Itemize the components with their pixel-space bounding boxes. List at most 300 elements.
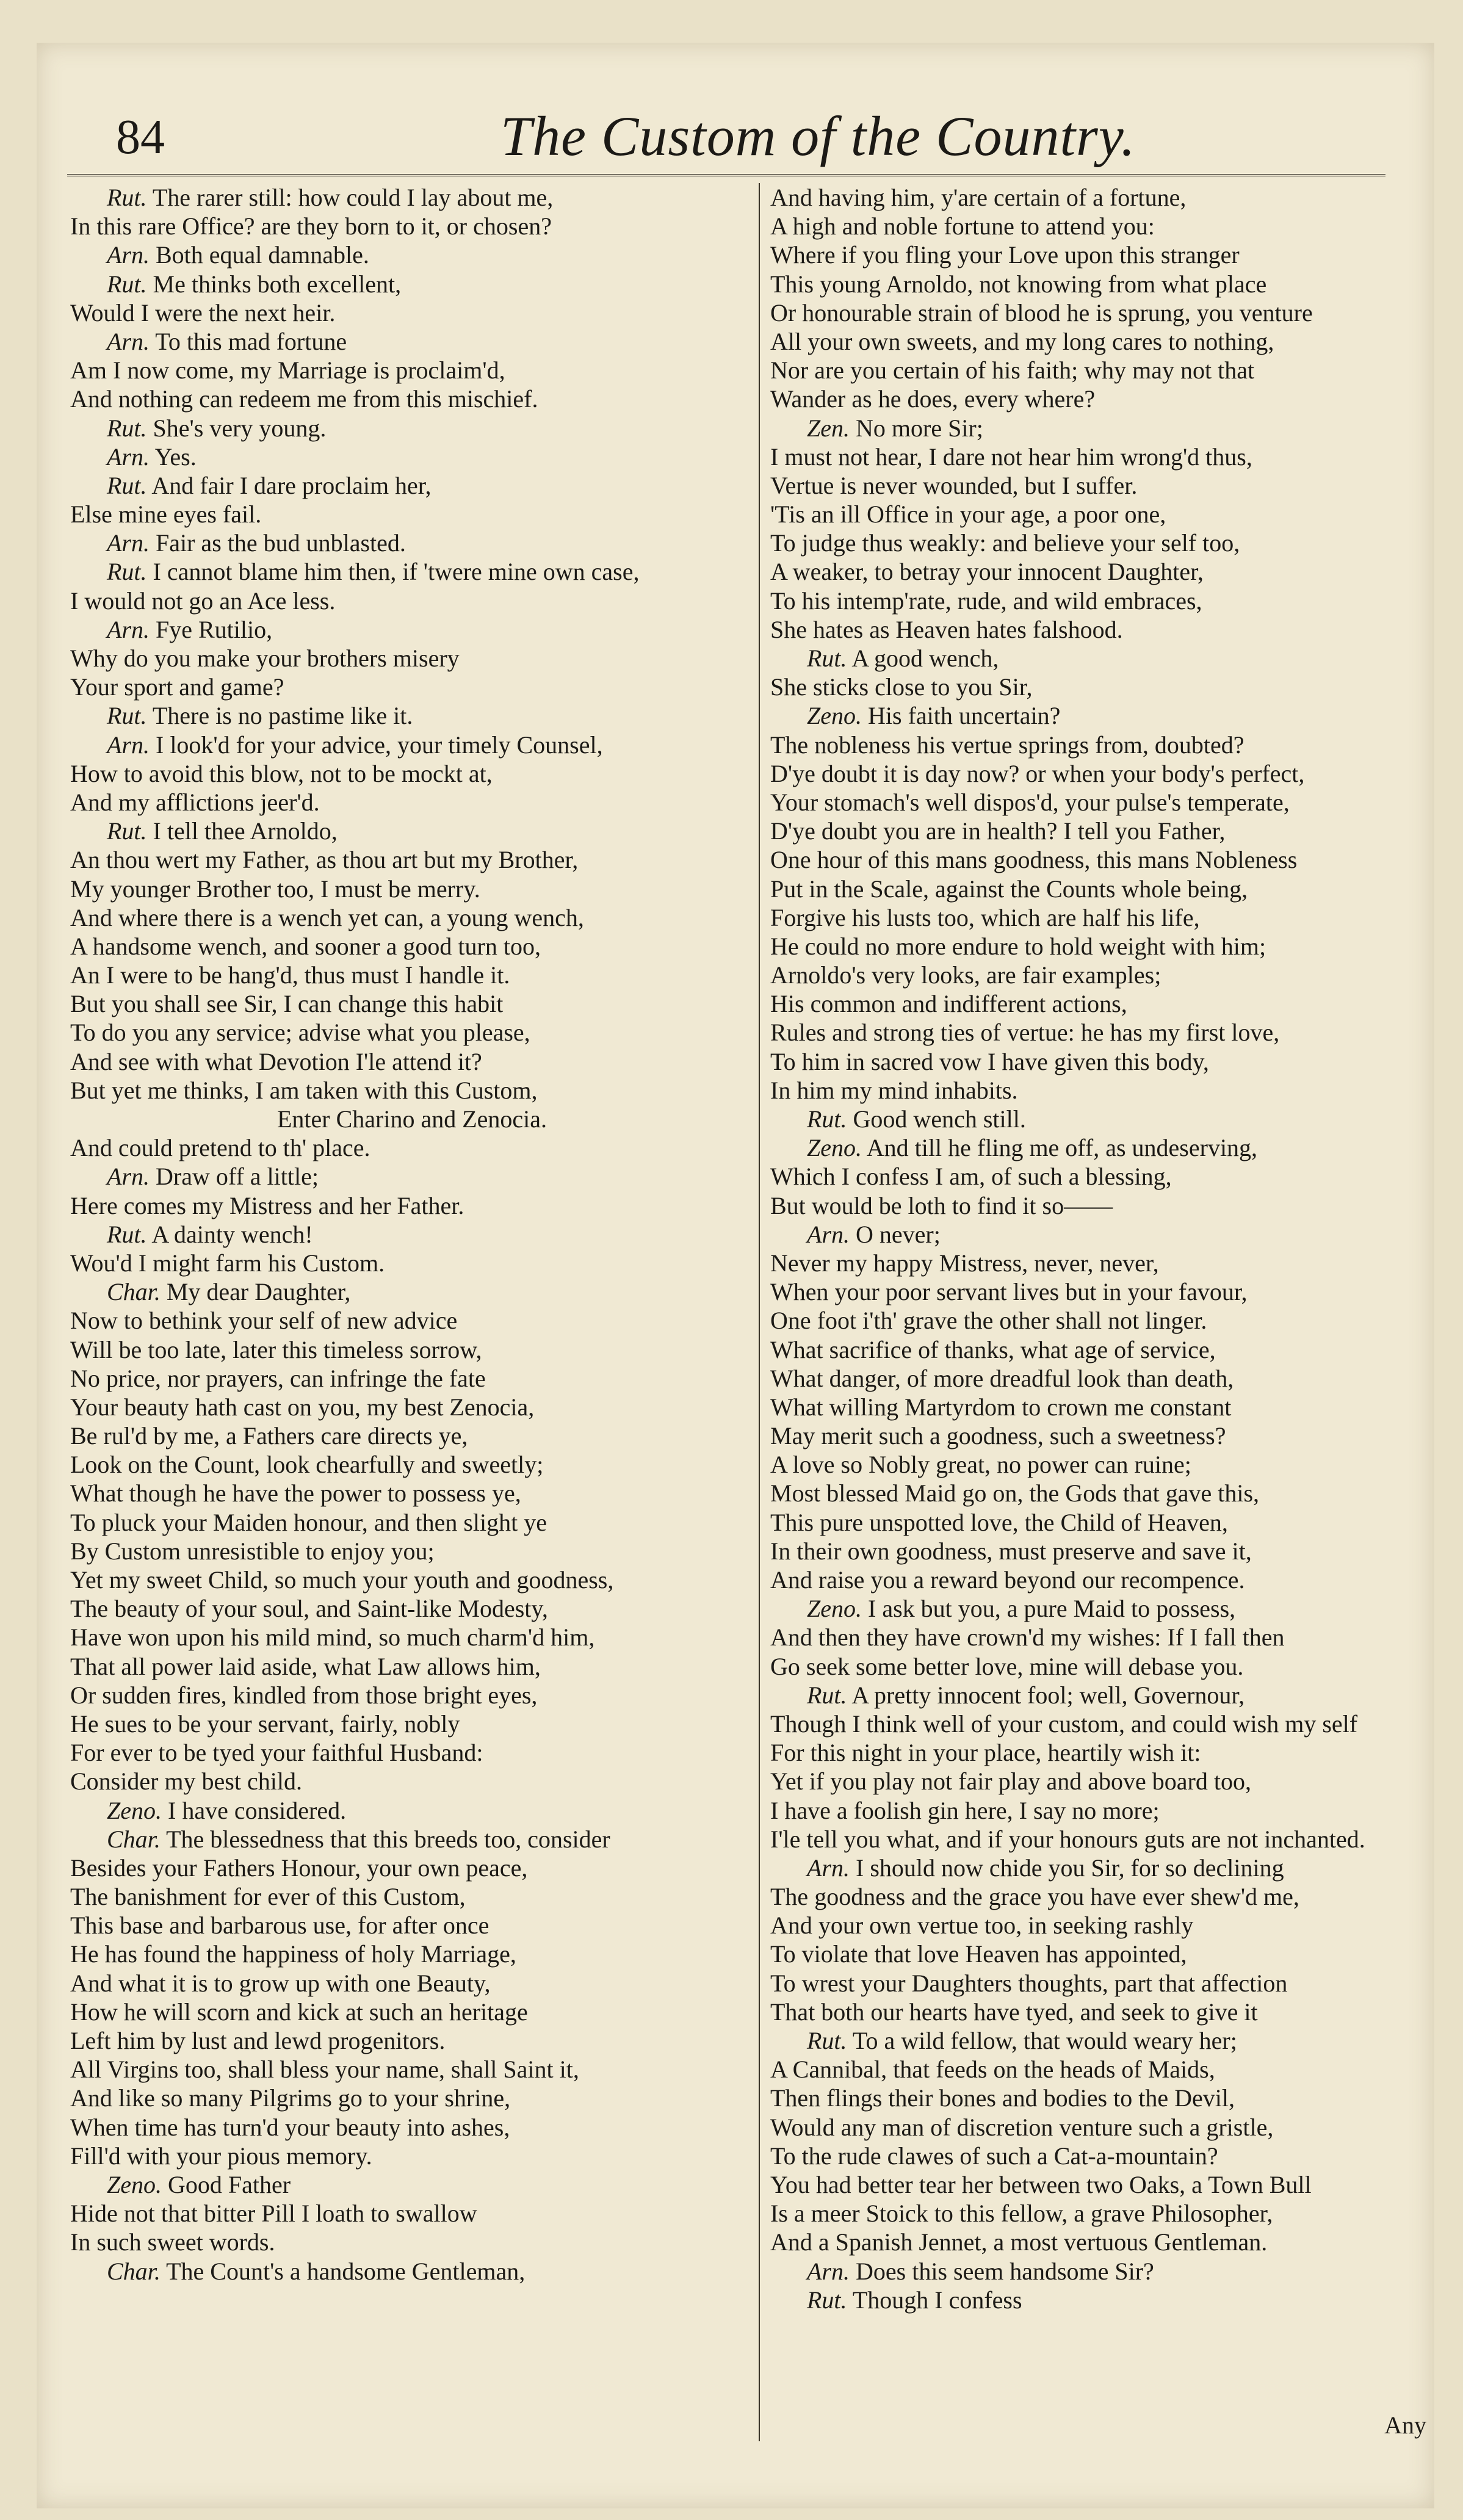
verse-line <box>70 1479 754 1507</box>
verse-line <box>770 1508 1436 1537</box>
line-text: An thou wert my Father, as thou art but my Brother, <box>70 846 579 874</box>
verse-line <box>770 1479 1436 1507</box>
verse-line <box>770 2084 1436 2112</box>
verse-line <box>70 1738 754 1767</box>
line-text: Wou'd I might farm his Custom. <box>70 1249 385 1277</box>
speaker-name: Arn. <box>107 731 150 759</box>
line-text: To him in sacred vow I have given this body, <box>770 1047 1209 1075</box>
line-text: The nobleness his vertue springs from, doubted? <box>770 731 1244 759</box>
speaker-name: Arn. <box>807 1854 850 1882</box>
verse-line <box>70 1623 754 1652</box>
line-text: Besides your Fathers Honour, your own peace, <box>70 1854 528 1882</box>
verse-line <box>70 557 754 586</box>
speaker-name: Char. <box>107 1825 161 1853</box>
line-text: I should now chide you Sir, for so declining <box>856 1854 1284 1882</box>
line-text: And like so many Pilgrims go to your shrine, <box>70 2084 511 2112</box>
verse-line <box>770 932 1436 961</box>
line-text: Left him by lust and lewd progenitors. <box>70 2027 446 2054</box>
line-text: I tell thee Arnoldo, <box>153 817 338 845</box>
line-text: Be rul'd by me, a Fathers care directs ye, <box>70 1422 468 1450</box>
verse-line <box>70 1565 754 1594</box>
verse-line <box>70 1825 754 1854</box>
line-text: D'ye doubt you are in health? I tell you Father, <box>770 817 1226 845</box>
speaker-name: Zeno. <box>807 1134 862 1162</box>
line-text: What danger, of more dreadful look than death, <box>770 1364 1234 1392</box>
line-text: And your own vertue too, in seeking rashly <box>770 1912 1194 1940</box>
verse-line <box>770 759 1436 788</box>
verse-line <box>770 701 1436 730</box>
verse-line <box>70 529 754 557</box>
line-text: A high and noble fortune to attend you: <box>770 212 1155 240</box>
line-text: In such sweet words. <box>70 2228 275 2256</box>
verse-line <box>70 587 754 615</box>
verse-line <box>770 240 1436 269</box>
speaker-name: Rut. <box>107 1220 147 1248</box>
verse-line <box>770 1681 1436 1709</box>
line-text: What willing Martyrdom to crown me constant <box>770 1393 1232 1421</box>
verse-line <box>770 1076 1436 1105</box>
verse-line <box>770 212 1436 240</box>
verse-line <box>770 500 1436 529</box>
line-text: But you shall see Sir, I can change this habit <box>70 990 504 1018</box>
line-text: His faith uncertain? <box>868 702 1061 730</box>
line-text: Rules and strong ties of vertue: he has my first love, <box>770 1019 1280 1047</box>
left-column <box>70 183 754 2286</box>
line-text: A Cannibal, that feeds on the heads of Maids, <box>770 2056 1215 2084</box>
verse-line <box>70 2199 754 2228</box>
line-text: He has found the happiness of holy Marriage, <box>70 1940 516 1968</box>
line-text: I look'd for your advice, your timely Counsel, <box>156 731 603 759</box>
line-text: Now to bethink your self of new advice <box>70 1307 458 1335</box>
verse-line <box>70 1681 754 1709</box>
verse-line <box>70 1854 754 1882</box>
right-column <box>770 183 1436 2314</box>
verse-line <box>70 644 754 673</box>
line-text: Your beauty hath cast on you, my best Zenocia, <box>70 1393 535 1421</box>
verse-line <box>70 240 754 269</box>
line-text: And where there is a wench yet can, a young wench, <box>70 903 584 931</box>
line-text: No price, nor prayers, can infringe the fate <box>70 1364 486 1392</box>
verse-line <box>70 989 754 1018</box>
verse-line <box>770 1220 1436 1249</box>
line-text: And what it is to grow up with one Beauty, <box>70 1969 491 1997</box>
verse-line <box>770 356 1436 384</box>
line-text: This young Arnoldo, not knowing from what place <box>770 270 1267 298</box>
header-rule <box>67 174 1385 176</box>
line-text: I ask but you, a pure Maid to possess, <box>868 1595 1236 1623</box>
line-text: The beauty of your soul, and Saint-like Modesty, <box>70 1595 548 1623</box>
line-text: And nothing can redeem me from this mischief. <box>70 385 538 413</box>
line-text: My dear Daughter, <box>166 1278 351 1306</box>
verse-line <box>70 1652 754 1681</box>
speaker-name: Zeno. <box>807 702 862 730</box>
verse-line <box>70 932 754 961</box>
line-text: One foot i'th' grave the other shall not linger. <box>770 1307 1207 1335</box>
verse-line <box>770 1393 1436 1421</box>
line-text: She hates as Heaven hates falshood. <box>770 615 1123 643</box>
verse-line <box>770 1652 1436 1681</box>
line-text: Why do you make your brothers misery <box>70 644 460 672</box>
verse-line <box>770 1882 1436 1911</box>
line-text: He sues to be your servant, fairly, nobly <box>70 1709 460 1738</box>
line-text: Go seek some better love, mine will debase you. <box>770 1652 1244 1680</box>
verse-line <box>70 615 754 644</box>
line-text: No more Sir; <box>856 414 983 442</box>
line-text: Wander as he does, every where? <box>770 385 1096 413</box>
verse-line <box>70 1969 754 1998</box>
line-text: And fair I dare proclaim her, <box>151 471 432 499</box>
line-text: Yet my sweet Child, so much your youth and goodness, <box>70 1566 614 1594</box>
verse-line <box>70 1537 754 1565</box>
line-text: Hide not that bitter Pill I loath to swallow <box>70 2200 477 2228</box>
line-text: I cannot blame him then, if 'twere mine own case, <box>153 558 640 586</box>
verse-line <box>770 1594 1436 1623</box>
line-text: For this night in your place, heartily wish it: <box>770 1739 1201 1767</box>
line-text: In him my mind inhabits. <box>770 1076 1018 1104</box>
speaker-name: Arn. <box>107 442 150 471</box>
line-text: A love so Nobly great, no power can ruine; <box>770 1451 1191 1479</box>
verse-line <box>770 1105 1436 1133</box>
speaker-name: Zeno. <box>107 1796 162 1824</box>
line-text: Forgive his lusts too, which are half his life, <box>770 903 1200 931</box>
verse-line <box>770 1738 1436 1767</box>
verse-line <box>70 1220 754 1249</box>
line-text: Never my happy Mistress, never, never, <box>770 1249 1159 1277</box>
line-text: What sacrifice of thanks, what age of service, <box>770 1335 1216 1363</box>
stage-direction: Enter Charino and Zenocia. <box>276 1105 547 1133</box>
verse-line <box>70 2113 754 2142</box>
speaker-name: Rut. <box>807 2027 847 2054</box>
verse-line <box>770 615 1436 644</box>
line-text: That all power laid aside, what Law allows him, <box>70 1652 541 1680</box>
line-text: To wrest your Daughters thoughts, part that affection <box>770 1969 1288 1997</box>
verse-line <box>70 701 754 730</box>
line-text: What though he have the power to possess ye, <box>70 1479 521 1507</box>
verse-line <box>770 2026 1436 2055</box>
line-text: And then they have crown'd my wishes: If I fall then <box>770 1623 1285 1652</box>
verse-line <box>70 183 754 212</box>
line-text: I have a foolish gin here, I say no more; <box>770 1796 1160 1824</box>
line-text: One hour of this mans goodness, this mans Nobleness <box>770 846 1298 874</box>
line-text: Or honourable strain of blood he is sprung, you venture <box>770 298 1313 327</box>
line-text: And raise you a reward beyond our recompence. <box>770 1566 1245 1594</box>
verse-line <box>70 1277 754 1306</box>
verse-line <box>70 1911 754 1940</box>
line-text: In this rare Office? are they born to it, or chosen? <box>70 212 552 240</box>
line-text: To judge thus weakly: and believe your self too, <box>770 529 1240 557</box>
verse-line <box>770 961 1436 989</box>
line-text: To the rude clawes of such a Cat-a-mountain? <box>770 2142 1218 2170</box>
speaker-name: Arn. <box>807 2257 850 2285</box>
line-text: Put in the Scale, against the Counts whole being, <box>770 875 1248 903</box>
verse-line <box>770 1854 1436 1882</box>
verse-line <box>770 1911 1436 1940</box>
verse-line <box>770 2170 1436 2199</box>
line-text: The rarer still: how could I lay about me, <box>152 184 554 211</box>
line-text: Though I confess <box>852 2286 1022 2314</box>
line-text: Then flings their bones and bodies to the Devil, <box>770 2084 1235 2112</box>
page-header <box>73 85 1410 171</box>
verse-line <box>70 298 754 327</box>
verse-line <box>770 1364 1436 1393</box>
verse-line <box>770 270 1436 298</box>
line-text: Arnoldo's very looks, are fair examples; <box>770 961 1161 989</box>
line-text: Fye Rutilio, <box>156 615 273 643</box>
verse-line <box>70 327 754 356</box>
line-text: To this mad fortune <box>155 327 347 355</box>
line-text: Though I think well of your custom, and could wish my self <box>770 1709 1358 1738</box>
speaker-name: Arn. <box>107 529 150 557</box>
verse-line <box>70 1940 754 1968</box>
verse-line <box>770 1537 1436 1565</box>
verse-line <box>70 2142 754 2170</box>
speaker-name: Rut. <box>107 558 147 586</box>
verse-line <box>770 673 1436 701</box>
line-text: Would any man of discretion venture such a gristle, <box>770 2113 1274 2141</box>
running-title: The Custom of the Country. <box>500 105 1136 167</box>
verse-line <box>770 1998 1436 2026</box>
verse-line <box>770 903 1436 932</box>
verse-line <box>770 2199 1436 2228</box>
verse-line <box>70 384 754 413</box>
verse-line <box>70 270 754 298</box>
line-text: You had better tear her between two Oaks, a Town Bull <box>770 2170 1312 2198</box>
speaker-name: Rut. <box>107 471 147 499</box>
line-text: Yes. <box>154 442 197 471</box>
line-text: But would be loth to find it so—— <box>770 1191 1113 1219</box>
verse-line <box>770 1767 1436 1796</box>
page-number: 84 <box>116 110 165 164</box>
verse-line <box>70 1796 754 1825</box>
line-text: Vertue is never wounded, but I suffer. <box>770 471 1138 499</box>
verse-line <box>70 1421 754 1450</box>
verse-line <box>70 2228 754 2256</box>
verse-line <box>70 1306 754 1335</box>
verse-line <box>70 1767 754 1796</box>
verse-line <box>770 1133 1436 1162</box>
speaker-name: Rut. <box>807 2286 847 2314</box>
verse-line <box>770 1047 1436 1076</box>
line-text: The banishment for ever of this Custom, <box>70 1883 466 1911</box>
line-text: But yet me thinks, I am taken with this Custom, <box>70 1076 538 1104</box>
line-text: Your stomach's well dispos'd, your pulse's temperate, <box>770 788 1290 816</box>
verse-line <box>770 2286 1436 2314</box>
speaker-name: Arn. <box>107 1163 150 1191</box>
line-text: And my afflictions jeer'd. <box>70 788 320 816</box>
speaker-name: Zeno. <box>807 1595 862 1623</box>
speaker-name: Arn. <box>807 1220 850 1248</box>
verse-line <box>770 1421 1436 1450</box>
line-text: He could no more endure to hold weight with him; <box>770 932 1266 960</box>
verse-line <box>70 356 754 384</box>
verse-line <box>770 2228 1436 2256</box>
verse-line <box>770 2055 1436 2084</box>
verse-line <box>770 731 1436 759</box>
verse-line <box>70 2084 754 2112</box>
line-text: Good Father <box>168 2170 291 2198</box>
line-text: Your sport and game? <box>70 673 284 701</box>
verse-line <box>770 1450 1436 1479</box>
verse-line <box>70 1047 754 1076</box>
speaker-name: Char. <box>107 2257 161 2285</box>
verse-line <box>70 1393 754 1421</box>
verse-line <box>70 1162 754 1191</box>
line-text: And till he fling me off, as undeserving, <box>866 1134 1258 1162</box>
verse-line <box>70 1508 754 1537</box>
verse-line <box>770 1623 1436 1652</box>
verse-line <box>770 1940 1436 1968</box>
line-text: Me thinks both excellent, <box>153 270 402 298</box>
line-text: I have considered. <box>168 1796 347 1824</box>
line-text: Have won upon his mild mind, so much charm'd him, <box>70 1623 595 1652</box>
verse-line <box>70 1133 754 1162</box>
line-text: Which I confess I am, of such a blessing, <box>770 1163 1172 1191</box>
speaker-name: Arn. <box>107 327 150 355</box>
line-text: Here comes my Mistress and her Father. <box>70 1191 464 1219</box>
line-text: The goodness and the grace you have ever shew'd me, <box>770 1883 1299 1911</box>
line-text: All your own sweets, and my long cares to nothing, <box>770 327 1274 355</box>
line-text: Is a meer Stoick to this fellow, a grave Philosopher, <box>770 2200 1273 2228</box>
speaker-name: Arn. <box>107 241 150 269</box>
speaker-name: Rut. <box>107 414 147 442</box>
line-text: That both our hearts have tyed, and seek to give it <box>770 1998 1258 2026</box>
verse-line <box>770 471 1436 500</box>
line-text: The blessedness that this breeds too, consider <box>166 1825 610 1853</box>
verse-line <box>70 673 754 701</box>
column-divider <box>759 183 760 2441</box>
verse-line <box>70 1249 754 1277</box>
speaker-name: Rut. <box>807 1105 847 1133</box>
speaker-name: Char. <box>107 1278 161 1306</box>
verse-line <box>70 471 754 500</box>
line-text: A weaker, to betray your innocent Daughter, <box>770 558 1204 586</box>
line-text: Fair as the bud unblasted. <box>156 529 406 557</box>
verse-line <box>770 587 1436 615</box>
verse-line <box>770 557 1436 586</box>
verse-line <box>70 1998 754 2026</box>
verse-line <box>770 788 1436 817</box>
line-text: Would I were the next heir. <box>70 298 336 327</box>
verse-line <box>770 1335 1436 1364</box>
line-text: A handsome wench, and sooner a good turn too, <box>70 932 541 960</box>
speaker-name: Rut. <box>107 817 147 845</box>
line-text: The Count's a handsome Gentleman, <box>166 2257 526 2285</box>
speaker-name: Arn. <box>107 615 150 643</box>
verse-line <box>70 903 754 932</box>
verse-line <box>70 1335 754 1364</box>
line-text: And a Spanish Jennet, a most vertuous Gentleman. <box>770 2228 1268 2256</box>
verse-line <box>70 1882 754 1911</box>
line-text: Nor are you certain of his faith; why may not that <box>770 356 1255 384</box>
line-text: To pluck your Maiden honour, and then slight ye <box>70 1508 547 1536</box>
line-text: To do you any service; advise what you please, <box>70 1019 530 1047</box>
verse-line <box>770 1565 1436 1594</box>
verse-line <box>70 2026 754 2055</box>
speaker-name: Rut. <box>807 1681 847 1709</box>
line-text: All Virgins too, shall bless your name, shall Saint it, <box>70 2056 579 2084</box>
verse-line <box>770 298 1436 327</box>
verse-line <box>70 845 754 874</box>
line-text: Else mine eyes fail. <box>70 500 262 529</box>
verse-line <box>770 2142 1436 2170</box>
line-text: I'le tell you what, and if your honours guts are not inchanted. <box>770 1825 1365 1853</box>
line-text: Does this seem handsome Sir? <box>856 2257 1154 2285</box>
line-text: Consider my best child. <box>70 1767 302 1796</box>
line-text: His common and indifferent actions, <box>770 990 1127 1018</box>
verse-line <box>770 2257 1436 2286</box>
line-text: A pretty innocent fool; well, Governour, <box>851 1681 1245 1709</box>
speaker-name: Zeno. <box>107 2170 162 2198</box>
verse-line <box>770 1191 1436 1220</box>
line-text: How he will scorn and kick at such an heritage <box>70 1998 528 2026</box>
verse-line <box>70 1450 754 1479</box>
verse-line <box>770 327 1436 356</box>
line-text: And could pretend to th' place. <box>70 1134 370 1162</box>
line-text: Fill'd with your pious memory. <box>70 2142 372 2170</box>
verse-line <box>770 817 1436 845</box>
speaker-name: Rut. <box>107 270 147 298</box>
verse-line <box>70 1076 754 1105</box>
line-text: Most blessed Maid go on, the Gods that gave this, <box>770 1479 1260 1507</box>
line-text: D'ye doubt it is day now? or when your body's perfect, <box>770 759 1305 787</box>
verse-line <box>770 1969 1436 1998</box>
verse-line <box>70 1191 754 1220</box>
line-text: Or sudden fires, kindled from those bright eyes, <box>70 1681 538 1709</box>
line-text: And having him, y'are certain of a fortune, <box>770 184 1187 211</box>
verse-line <box>70 1709 754 1738</box>
line-text: Good wench still. <box>853 1105 1026 1133</box>
line-text: This pure unspotted love, the Child of Heaven, <box>770 1508 1228 1536</box>
verse-line <box>770 529 1436 557</box>
line-text: Where if you fling your Love upon this stranger <box>770 241 1240 269</box>
line-text: I must not hear, I dare not hear him wrong'd thus, <box>770 442 1252 471</box>
verse-line <box>770 875 1436 903</box>
verse-line <box>70 414 754 442</box>
line-text: And see with what Devotion I'le attend it? <box>70 1047 482 1075</box>
verse-line <box>770 414 1436 442</box>
line-text: There is no pastime like it. <box>152 702 413 730</box>
speaker-name: Zen. <box>807 414 850 442</box>
speaker-name: Rut. <box>107 702 147 730</box>
verse-line <box>70 817 754 845</box>
line-text: Will be too late, later this timeless sorrow, <box>70 1335 482 1363</box>
line-text: When your poor servant lives but in your favour, <box>770 1278 1248 1306</box>
verse-line <box>70 442 754 471</box>
verse-line <box>70 1364 754 1393</box>
line-text: A good wench, <box>851 644 999 672</box>
line-text: May merit such a goodness, such a sweetness? <box>770 1422 1226 1450</box>
verse-line <box>770 1709 1436 1738</box>
verse-line <box>70 875 754 903</box>
line-text: She's very young. <box>153 414 327 442</box>
speaker-name: Rut. <box>807 644 847 672</box>
verse-line <box>70 731 754 759</box>
verse-line <box>70 759 754 788</box>
verse-line <box>770 1249 1436 1277</box>
verse-line <box>70 2170 754 2199</box>
verse-line <box>770 183 1436 212</box>
verse-line <box>70 1594 754 1623</box>
verse-line <box>770 1162 1436 1191</box>
verse-line <box>770 1018 1436 1047</box>
verse-line <box>770 2113 1436 2142</box>
line-text: An I were to be hang'd, thus must I handle it. <box>70 961 510 989</box>
line-text: My younger Brother too, I must be merry. <box>70 875 480 903</box>
line-text: Draw off a little; <box>156 1163 319 1191</box>
verse-line <box>70 961 754 989</box>
catchword: Any <box>1384 2411 1426 2439</box>
verse-line <box>770 1796 1436 1825</box>
